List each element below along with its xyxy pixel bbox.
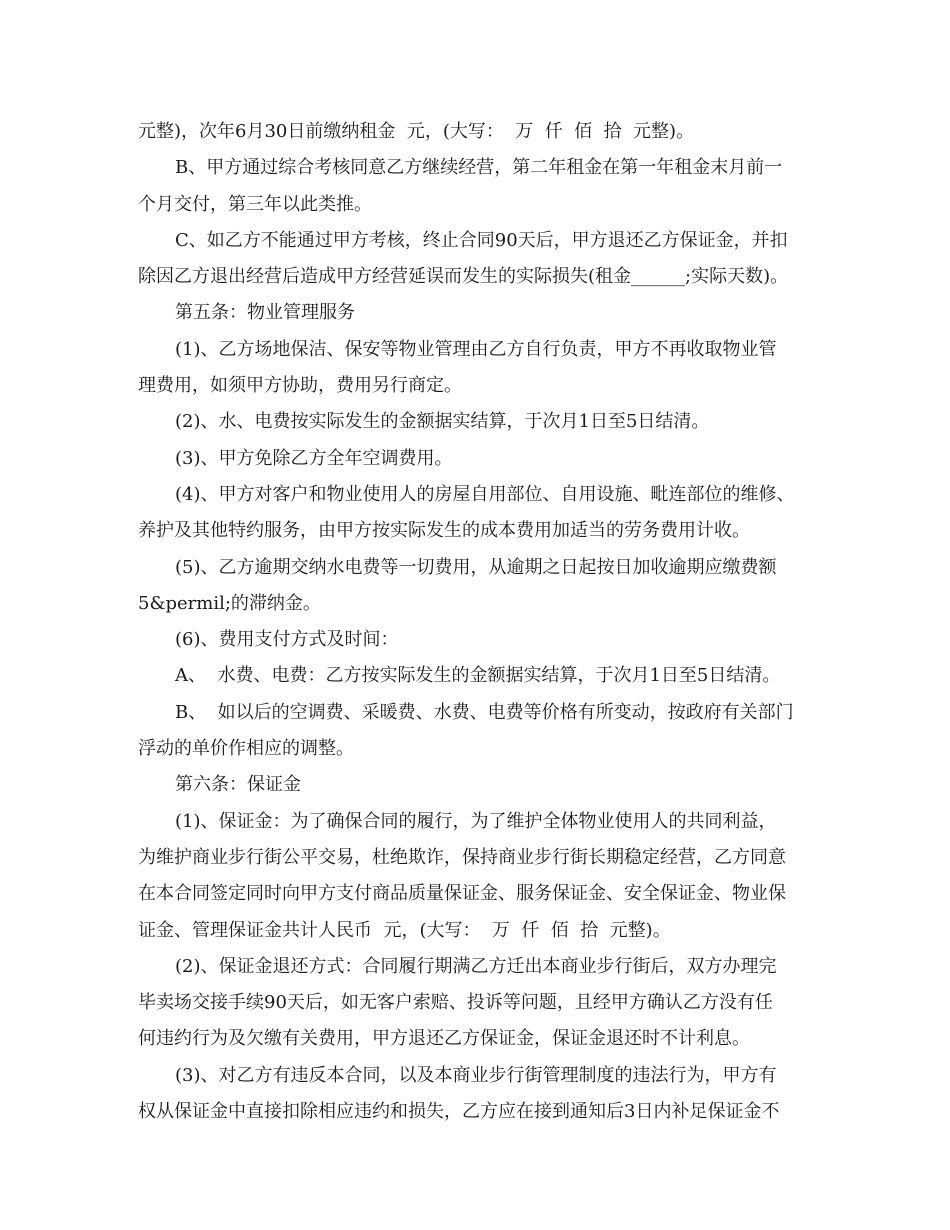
document-body — [138, 114, 828, 1130]
text-line: (6)、费用支付方式及时间： — [175, 629, 399, 651]
text-line: (3)、甲方免除乙方全年空调费用。 — [175, 447, 453, 469]
text-line: (1)、保证金：为了确保合同的履行，为了维护全体物业使用人的共同利益， — [175, 810, 777, 832]
text-line: 浮动的单价作相应的调整。 — [138, 738, 354, 760]
text-line: (2)、水、电费按实际发生的金额据实结算，于次月1日至5日结清。 — [175, 411, 710, 433]
text-line: (4)、甲方对客户和物业使用人的房屋自用部位、自用设施、毗连部位的维修、 — [175, 483, 795, 505]
text-line: 5&permil;的滞纳金。 — [138, 592, 321, 614]
text-line: 元整)，次年6月30日前缴纳租金 元，(大写： 万 仟 佰 拾 元整)。 — [138, 121, 695, 142]
text-line: 养护及其他特约服务，由甲方按实际发生的成本费用加适当的劳务费用计收。 — [138, 520, 750, 542]
text-line: 个月交付，第三年以此类推。 — [138, 193, 372, 215]
section-heading: 第五条：物业管理服务 — [175, 302, 355, 324]
text-line: (3)、对乙方有违反本合同，以及本商业步行街管理制度的违法行为，甲方有 — [175, 1064, 777, 1086]
text-line: (1)、乙方场地保洁、保安等物业管理由乙方自行负责，甲方不再收取物业管 — [175, 338, 777, 360]
text-line: (5)、乙方逾期交纳水电费等一切费用，从逾期之日起按日加收逾期应缴费额 — [175, 556, 777, 578]
text-line: B、甲方通过综合考核同意乙方继续经营，第二年租金在第一年租金末月前一 — [175, 157, 783, 179]
text-line: 理费用，如须甲方协助，费用另行商定。 — [138, 375, 462, 397]
text-line: 除因乙方退出经营后造成甲方经营延误而发生的实际损失(租金______;实际天数)。 — [138, 266, 789, 288]
text-line: 权从保证金中直接扣除相应违约和损失，乙方应在接到通知后3日内补足保证金不 — [138, 1101, 780, 1123]
section-heading: 第六条：保证金 — [175, 774, 301, 796]
text-line: C、如乙方不能通过甲方考核，终止合同90天后，甲方退还乙方保证金，并扣 — [175, 229, 788, 251]
text-line: B、 如以后的空调费、采暖费、水费、电费等价格有所变动，按政府有关部门 — [175, 701, 794, 723]
text-line: 证金、管理保证金共计人民币 元，(大写： 万 仟 佰 拾 元整)。 — [138, 919, 671, 941]
text-line: A、 水费、电费：乙方按实际发生的金额据实结算，于次月1日至5日结清。 — [175, 665, 781, 687]
text-line: 何违约行为及欠缴有关费用，甲方退还乙方保证金，保证金退还时不计利息。 — [138, 1028, 750, 1050]
text-line: (2)、保证金退还方式：合同履行期满乙方迁出本商业步行街后，双方办理完 — [175, 955, 777, 977]
text-line: 为维护商业步行街公平交易，杜绝欺诈，保持商业步行街长期稳定经营，乙方同意 — [138, 846, 786, 868]
text-line: 毕卖场交接手续90天后，如无客户索赔、投诉等问题，且经甲方确认乙方没有任 — [138, 992, 773, 1014]
text-line: 在本合同签定同时向甲方支付商品质量保证金、服务保证金、安全保证金、物业保 — [138, 883, 786, 905]
